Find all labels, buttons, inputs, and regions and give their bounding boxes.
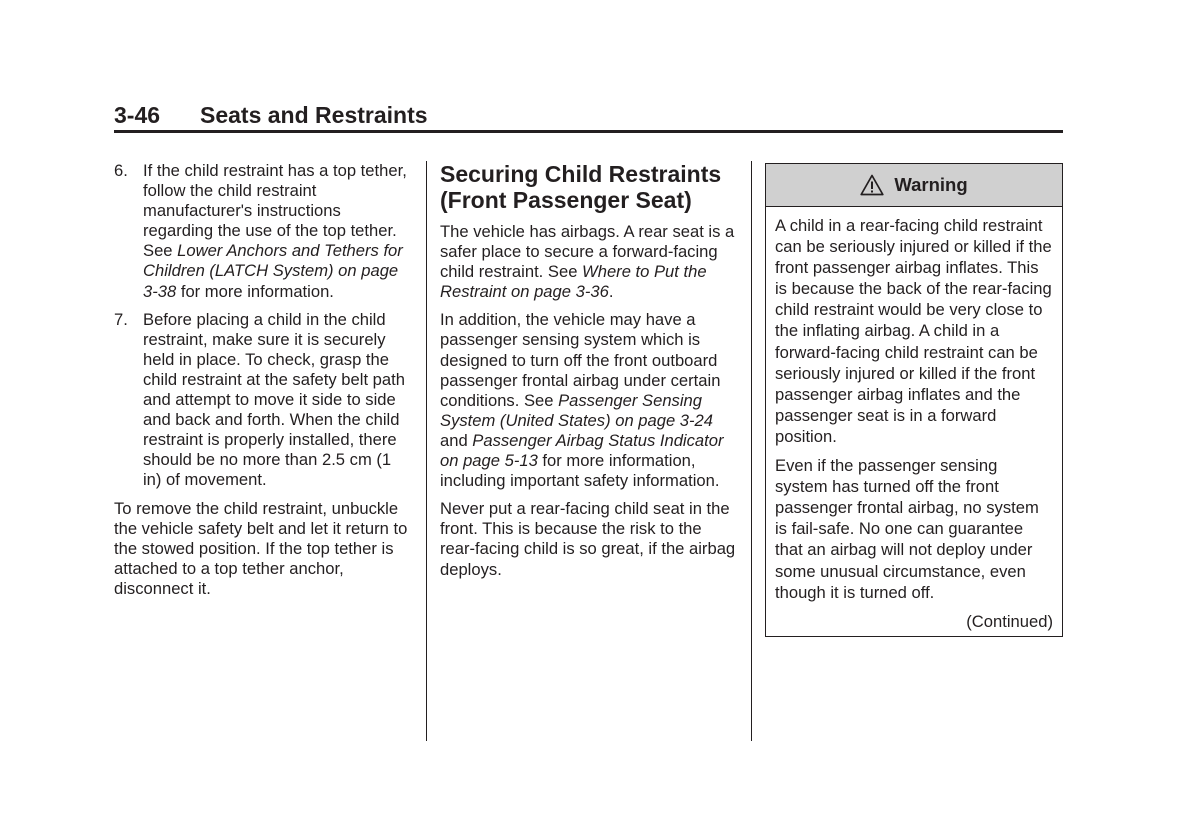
continued-label: (Continued) — [966, 611, 1053, 631]
warning-triangle-icon — [860, 174, 884, 196]
paragraph: To remove the child restraint, unbuckle the vehicle safety belt and let it return to the stowed position. If the top tether is attached to a top tether anchor, disconnect it. — [114, 498, 408, 598]
section-heading: Securing Child Restraints (Front Passenger Seat) — [440, 161, 722, 213]
list-item-text: Before placing a child in the child restraint, make sure it is securely held in place. To check, grasp the child restraint at the safety belt path and attempt to move it side to side and back and forth. When the child restraint is properly installed, there should be no more than 2.5 cm (1 in) of movement. — [143, 309, 405, 490]
list-item-number: 7. — [114, 309, 128, 329]
warning-box — [765, 163, 1063, 637]
warning-title: Warning — [894, 173, 968, 195]
list-item-number: 6. — [114, 161, 128, 180]
paragraph-text: for more information, including important safety information. — [440, 451, 720, 491]
paragraph — [440, 310, 740, 491]
paragraph — [440, 222, 740, 302]
list-item-text: for more information. — [176, 281, 334, 301]
cross-reference-link[interactable]: Passenger Sensing System (United States) on page 3-24 — [440, 390, 714, 430]
page-number: 3-46 — [114, 102, 161, 128]
section-title: Seats and Restraints — [200, 102, 428, 128]
list-item — [114, 310, 414, 491]
column-divider — [751, 161, 752, 741]
paragraph-text: The vehicle has airbags. A rear seat is a safer place to secure a forward-facing child restraint. See — [440, 222, 735, 282]
paragraph-text: and — [440, 430, 473, 450]
paragraph-text: In addition, the vehicle may have a passenger sensing system which is designed to turn off the front outboard passenger frontal airbag under certain conditions. See — [440, 310, 721, 410]
cross-reference-link[interactable]: Passenger Airbag Status Indicator on page 5-13 — [440, 430, 724, 471]
page-header — [114, 100, 1063, 133]
column-2 — [440, 161, 740, 588]
list-item-text: If the child restraint has a top tether, follow the child restraint manufacturer's instructions regarding the use of the top tether. See — [143, 161, 407, 261]
paragraph: Never put a rear-facing child seat in the front. This is because the risk to the rear-facing child is so great, if the airbag deploys. — [440, 499, 736, 579]
cross-reference-link[interactable]: Lower Anchors and Tethers for Children (LATCH System) on page 3-38 — [143, 241, 403, 301]
warning-paragraph: A child in a rear-facing child restraint can be seriously injured or killed if the front passenger airbag inflates. This is because the back of the rear-facing child restraint would be very close to the inflating airbag. A child in a forward-facing child restraint can be seriously injured or killed if the front passenger airbag inflates and the passenger seat is in a forward position. — [775, 216, 1052, 446]
cross-reference-link[interactable]: Where to Put the Restraint on page 3-36 — [440, 262, 707, 302]
warning-paragraph: Even if the passenger sensing system has turned off the front passenger frontal airbag, no system is fail-safe. No one can guarantee that an airbag will not deploy under some unusual circumstance, even though it is turned off. — [775, 456, 1039, 602]
column-1 — [114, 161, 414, 607]
list-item — [114, 161, 414, 302]
warning-body — [766, 207, 1062, 636]
paragraph-text: . — [608, 282, 614, 302]
column-3 — [765, 163, 1063, 637]
column-divider — [426, 161, 427, 741]
warning-header — [766, 164, 1062, 207]
